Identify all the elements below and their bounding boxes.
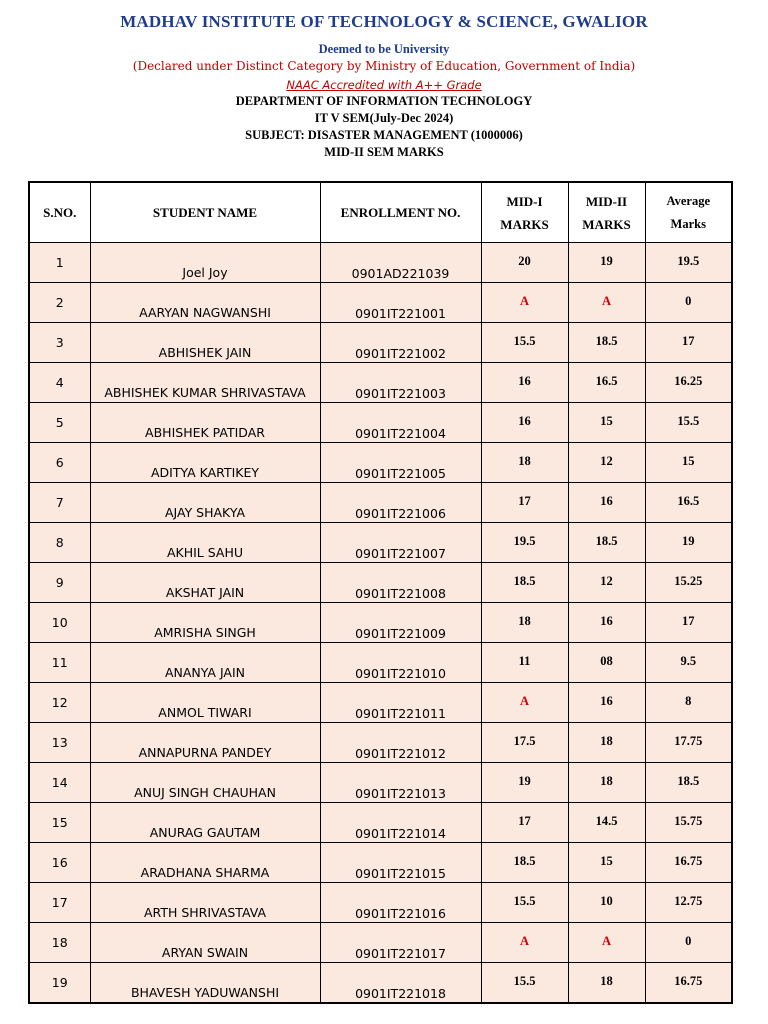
cell-mid2-marks: 15: [568, 843, 645, 883]
cell-mid2-marks: 08: [568, 643, 645, 683]
col-header-mid1-line1: MID-I: [506, 193, 543, 209]
cell-mid2-marks: 12: [568, 443, 645, 483]
cell-mid2-marks: 10: [568, 883, 645, 923]
cell-enrollment: 0901IT221015: [320, 843, 481, 883]
cell-enrollment: 0901IT221018: [320, 963, 481, 1004]
cell-average-marks: 15: [645, 443, 732, 483]
declaration-line: (Declared under Distinct Category by Ministry of Education, Government of India): [132, 59, 636, 73]
cell-mid1-marks: 19: [481, 763, 568, 803]
cell-mid1-marks: 17.5: [481, 723, 568, 763]
cell-sno: 9: [29, 563, 90, 603]
cell-mid1-marks: 17: [481, 483, 568, 523]
cell-average-marks: 17: [645, 323, 732, 363]
cell-enrollment: 0901IT221007: [320, 523, 481, 563]
cell-average-marks: 17.75: [645, 723, 732, 763]
cell-enrollment: 0901AD221039: [320, 243, 481, 283]
cell-average-marks: 15.25: [645, 563, 732, 603]
cell-student-name: BHAVESH YADUWANSHI: [90, 963, 320, 1004]
table-row: [29, 403, 732, 443]
cell-sno: 15: [29, 803, 90, 843]
cell-sno: 19: [29, 963, 90, 1004]
table-row: [29, 443, 732, 483]
cell-enrollment: 0901IT221008: [320, 563, 481, 603]
cell-sno: 6: [29, 443, 90, 483]
cell-sno: 4: [29, 363, 90, 403]
table-row: [29, 523, 732, 563]
cell-student-name: AMRISHA SINGH: [90, 603, 320, 643]
cell-average-marks: 12.75: [645, 883, 732, 923]
cell-enrollment: 0901IT221002: [320, 323, 481, 363]
cell-sno: 11: [29, 643, 90, 683]
col-header-mid1-line2: MARKS: [500, 216, 549, 232]
cell-student-name: ARYAN SWAIN: [90, 923, 320, 963]
cell-mid2-marks: 18: [568, 723, 645, 763]
cell-enrollment: 0901IT221009: [320, 603, 481, 643]
institute-name: MADHAV INSTITUTE OF TECHNOLOGY & SCIENCE, GWALIOR: [120, 12, 648, 31]
cell-enrollment: 0901IT221011: [320, 683, 481, 723]
cell-average-marks: 17: [645, 603, 732, 643]
cell-enrollment: 0901IT221016: [320, 883, 481, 923]
table-row: [29, 843, 732, 883]
cell-enrollment: 0901IT221013: [320, 763, 481, 803]
table-row: [29, 483, 732, 523]
cell-mid1-marks: 16: [481, 403, 568, 443]
col-header-mid2-line1: MID-II: [585, 193, 628, 209]
cell-mid2-marks: 18.5: [568, 523, 645, 563]
col-header-average-line1: Average: [666, 193, 710, 208]
cell-average-marks: 19.5: [645, 243, 732, 283]
cell-student-name: ANMOL TIWARI: [90, 683, 320, 723]
cell-average-marks: 8: [645, 683, 732, 723]
table-row: [29, 883, 732, 923]
cell-sno: 7: [29, 483, 90, 523]
cell-average-marks: 15.5: [645, 403, 732, 443]
cell-mid1-marks: 18.5: [481, 563, 568, 603]
cell-mid2-marks: 19: [568, 243, 645, 283]
cell-student-name: Joel Joy: [90, 243, 320, 283]
table-header-row: [29, 182, 732, 243]
cell-average-marks: 0: [645, 923, 732, 963]
table-row: [29, 963, 732, 1004]
deemed-university-line: Deemed to be University: [318, 42, 450, 56]
cell-mid2-marks: 16: [568, 603, 645, 643]
cell-sno: 17: [29, 883, 90, 923]
cell-mid2-marks: 16.5: [568, 363, 645, 403]
cell-student-name: ABHISHEK PATIDAR: [90, 403, 320, 443]
table-row: [29, 723, 732, 763]
cell-average-marks: 18.5: [645, 763, 732, 803]
cell-mid2-marks: A: [568, 923, 645, 963]
cell-mid2-marks: 16: [568, 683, 645, 723]
table-row: [29, 323, 732, 363]
cell-average-marks: 16.75: [645, 963, 732, 1004]
cell-mid1-marks: 18: [481, 443, 568, 483]
table-row: [29, 763, 732, 803]
cell-student-name: ANANYA JAIN: [90, 643, 320, 683]
table-row: [29, 683, 732, 723]
table-row: [29, 643, 732, 683]
cell-student-name: AARYAN NAGWANSHI: [90, 283, 320, 323]
cell-mid2-marks: A: [568, 283, 645, 323]
cell-average-marks: 19: [645, 523, 732, 563]
cell-enrollment: 0901IT221003: [320, 363, 481, 403]
cell-student-name: ABHISHEK KUMAR SHRIVASTAVA: [90, 363, 320, 403]
cell-enrollment: 0901IT221010: [320, 643, 481, 683]
cell-sno: 16: [29, 843, 90, 883]
cell-enrollment: 0901IT221014: [320, 803, 481, 843]
cell-average-marks: 9.5: [645, 643, 732, 683]
cell-student-name: ABHISHEK JAIN: [90, 323, 320, 363]
cell-mid2-marks: 18.5: [568, 323, 645, 363]
cell-student-name: ARADHANA SHARMA: [90, 843, 320, 883]
cell-mid1-marks: A: [481, 683, 568, 723]
cell-sno: 18: [29, 923, 90, 963]
cell-average-marks: 16.25: [645, 363, 732, 403]
cell-mid1-marks: 16: [481, 363, 568, 403]
cell-student-name: AKHIL SAHU: [90, 523, 320, 563]
table-row: [29, 603, 732, 643]
table-row: [29, 243, 732, 283]
col-header-enrollment: ENROLLMENT NO.: [320, 182, 481, 243]
col-header-name: STUDENT NAME: [90, 182, 320, 243]
cell-mid1-marks: 15.5: [481, 963, 568, 1004]
cell-mid1-marks: A: [481, 923, 568, 963]
cell-sno: 5: [29, 403, 90, 443]
cell-mid2-marks: 12: [568, 563, 645, 603]
table-row: [29, 363, 732, 403]
col-header-sno: S.NO.: [29, 182, 90, 243]
cell-student-name: ANUJ SINGH CHAUHAN: [90, 763, 320, 803]
cell-enrollment: 0901IT221001: [320, 283, 481, 323]
cell-mid1-marks: 20: [481, 243, 568, 283]
cell-enrollment: 0901IT221004: [320, 403, 481, 443]
cell-enrollment: 0901IT221012: [320, 723, 481, 763]
table-row: [29, 923, 732, 963]
cell-student-name: AKSHAT JAIN: [90, 563, 320, 603]
semester-title: IT V SEM(July-Dec 2024): [314, 111, 454, 125]
exam-title: MID-II SEM MARKS: [324, 145, 444, 159]
cell-average-marks: 0: [645, 283, 732, 323]
col-header-mid2-line2: MARKS: [582, 216, 631, 232]
cell-student-name: ADITYA KARTIKEY: [90, 443, 320, 483]
cell-sno: 12: [29, 683, 90, 723]
cell-mid2-marks: 14.5: [568, 803, 645, 843]
cell-mid1-marks: 19.5: [481, 523, 568, 563]
cell-mid1-marks: 11: [481, 643, 568, 683]
col-header-mid2: [568, 182, 645, 243]
cell-student-name: ARTH SHRIVASTAVA: [90, 883, 320, 923]
cell-sno: 2: [29, 283, 90, 323]
cell-student-name: AJAY SHAKYA: [90, 483, 320, 523]
col-header-average-line2: Marks: [670, 216, 706, 231]
naac-accreditation: NAAC Accredited with A++ Grade: [286, 78, 482, 92]
cell-sno: 14: [29, 763, 90, 803]
marks-table: [28, 181, 733, 1004]
cell-mid2-marks: 15: [568, 403, 645, 443]
subject-title: SUBJECT: DISASTER MANAGEMENT (1000006): [245, 128, 523, 142]
cell-mid1-marks: 15.5: [481, 883, 568, 923]
cell-sno: 8: [29, 523, 90, 563]
cell-mid2-marks: 16: [568, 483, 645, 523]
cell-average-marks: 16.75: [645, 843, 732, 883]
table-row: [29, 283, 732, 323]
cell-enrollment: 0901IT221017: [320, 923, 481, 963]
col-header-average: [645, 182, 732, 243]
cell-mid1-marks: 17: [481, 803, 568, 843]
cell-sno: 3: [29, 323, 90, 363]
cell-mid2-marks: 18: [568, 763, 645, 803]
department-title: DEPARTMENT OF INFORMATION TECHNOLOGY: [235, 94, 533, 108]
table-row: [29, 803, 732, 843]
cell-enrollment: 0901IT221005: [320, 443, 481, 483]
cell-mid1-marks: A: [481, 283, 568, 323]
cell-sno: 13: [29, 723, 90, 763]
cell-average-marks: 15.75: [645, 803, 732, 843]
cell-sno: 1: [29, 243, 90, 283]
cell-average-marks: 16.5: [645, 483, 732, 523]
cell-sno: 10: [29, 603, 90, 643]
cell-student-name: ANURAG GAUTAM: [90, 803, 320, 843]
cell-mid1-marks: 18: [481, 603, 568, 643]
col-header-mid1: [481, 182, 568, 243]
cell-enrollment: 0901IT221006: [320, 483, 481, 523]
cell-mid1-marks: 18.5: [481, 843, 568, 883]
cell-mid2-marks: 18: [568, 963, 645, 1004]
table-row: [29, 563, 732, 603]
cell-student-name: ANNAPURNA PANDEY: [90, 723, 320, 763]
cell-mid1-marks: 15.5: [481, 323, 568, 363]
